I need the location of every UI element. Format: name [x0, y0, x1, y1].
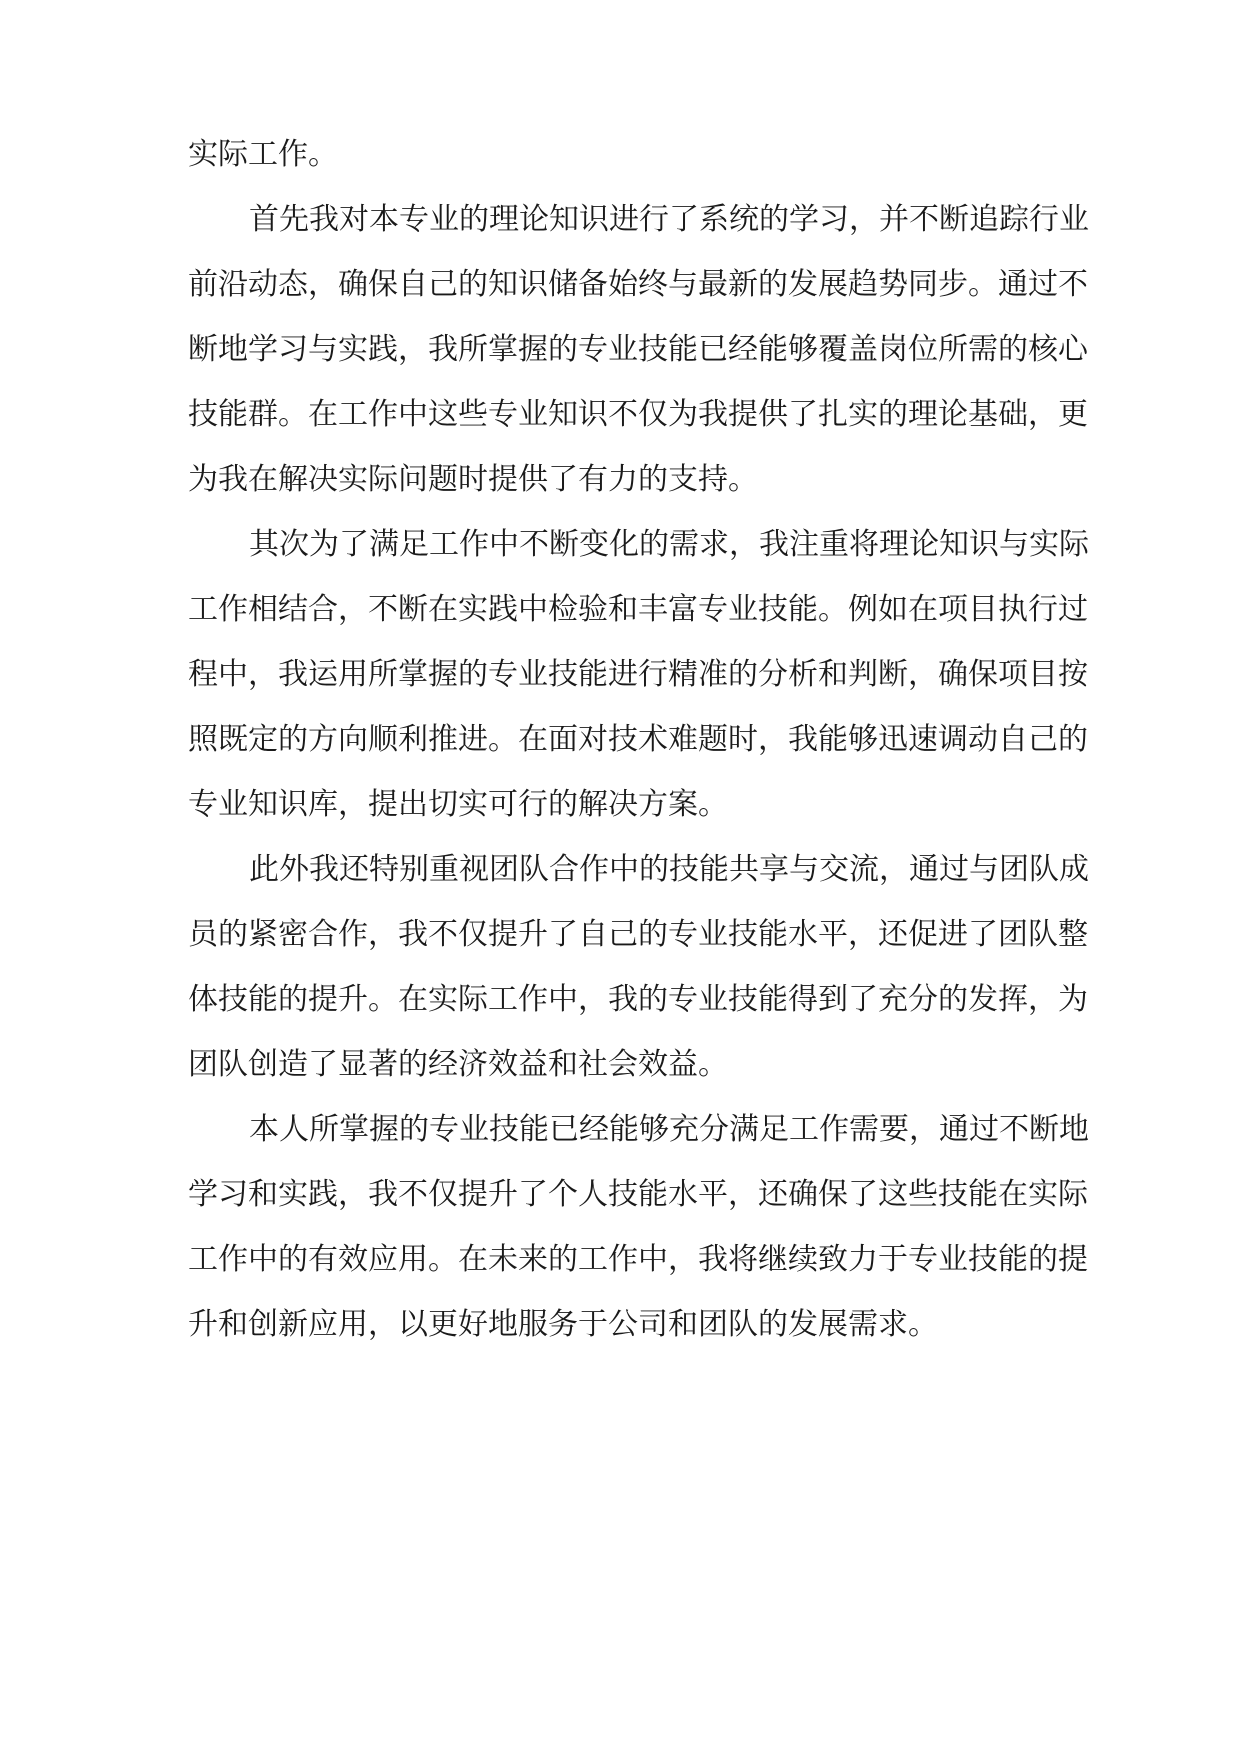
paragraph-5-line-1: 本人所掌握的专业技能已经能够充分满足工作需要，通过不断地 [249, 1112, 1089, 1147]
paragraph-3-line-2: 工作相结合，不断在实践中检验和丰富专业技能。例如在项目执行过 [188, 592, 1088, 627]
paragraph-5-line-4: 升和创新应用，以更好地服务于公司和团队的发展需求。 [188, 1307, 938, 1342]
paragraph-2-line-1: 首先我对本专业的理论知识进行了系统的学习，并不断追踪行业 [249, 202, 1089, 237]
paragraph-2-line-5: 为我在解决实际问题时提供了有力的支持。 [188, 462, 758, 497]
paragraph-2-line-2: 前沿动态，确保自己的知识储备始终与最新的发展趋势同步。通过不 [188, 267, 1088, 302]
paragraph-5-line-3: 工作中的有效应用。在未来的工作中，我将继续致力于专业技能的提 [188, 1242, 1088, 1277]
paragraph-2-line-3: 断地学习与实践，我所掌握的专业技能已经能够覆盖岗位所需的核心 [188, 332, 1088, 367]
paragraph-1-line-1: 实际工作。 [188, 137, 338, 172]
paragraph-4-line-4: 团队创造了显著的经济效益和社会效益。 [188, 1047, 728, 1082]
paragraph-5-line-2: 学习和实践，我不仅提升了个人技能水平，还确保了这些技能在实际 [188, 1177, 1088, 1212]
paragraph-3-line-3: 程中，我运用所掌握的专业技能进行精准的分析和判断，确保项目按 [188, 657, 1088, 692]
paragraph-3-line-5: 专业知识库，提出切实可行的解决方案。 [188, 787, 728, 822]
paragraph-2-line-4: 技能群。在工作中这些专业知识不仅为我提供了扎实的理论基础，更 [188, 397, 1088, 432]
paragraph-4-line-3: 体技能的提升。在实际工作中，我的专业技能得到了充分的发挥，为 [188, 982, 1088, 1017]
paragraph-4-line-2: 员的紧密合作，我不仅提升了自己的专业技能水平，还促进了团队整 [188, 917, 1088, 952]
paragraph-3-line-4: 照既定的方向顺利推进。在面对技术难题时，我能够迅速调动自己的 [188, 722, 1088, 757]
paragraph-3-line-1: 其次为了满足工作中不断变化的需求，我注重将理论知识与实际 [249, 527, 1089, 562]
paragraph-4-line-1: 此外我还特别重视团队合作中的技能共享与交流，通过与团队成 [249, 852, 1089, 887]
